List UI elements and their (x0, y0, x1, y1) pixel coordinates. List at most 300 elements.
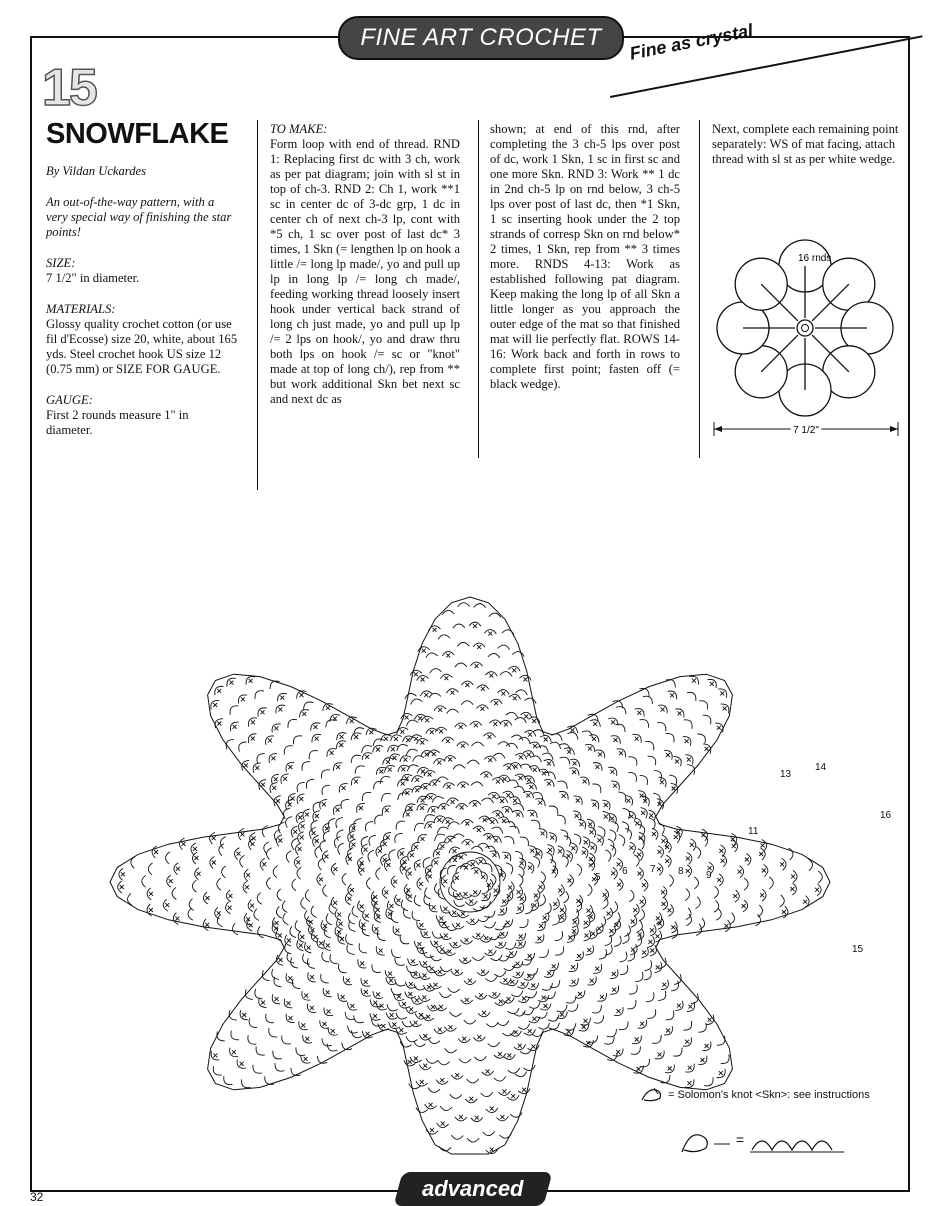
chart-knot (437, 827, 448, 833)
chart-knot (419, 996, 431, 1002)
chart-knot (337, 830, 344, 841)
chart-round-label: 11 (748, 826, 759, 837)
chart-knot (283, 913, 288, 925)
chart-sc-mark (656, 965, 660, 969)
chart-sc-mark (666, 1029, 670, 1033)
chart-sc-mark (500, 909, 504, 913)
chart-sc-mark (390, 1013, 394, 1017)
chart-knot (429, 693, 441, 698)
chart-sc-mark (182, 842, 186, 846)
chart-knot (640, 775, 648, 785)
chart-sc-mark (473, 803, 477, 807)
chart-sc-mark (271, 756, 275, 760)
chart-knot (406, 749, 417, 755)
chart-knot (309, 925, 315, 936)
chart-knot (514, 786, 525, 792)
chart-knot (410, 735, 422, 741)
chart-sc-mark (322, 802, 326, 806)
chart-sc-mark (490, 820, 494, 824)
chart-round-label: 5 (595, 872, 601, 883)
chart-sc-mark (149, 892, 153, 896)
chart-knot (624, 925, 630, 936)
chart-sc-mark (213, 703, 217, 707)
chart-sc-mark (762, 869, 766, 873)
chart-sc-mark (197, 872, 201, 876)
chart-knot (309, 751, 318, 760)
chart-sc-mark (415, 778, 419, 782)
chart-knot (518, 1024, 530, 1030)
chart-sc-mark (488, 632, 492, 636)
chart-sc-mark (444, 907, 448, 911)
chart-sc-mark (342, 786, 346, 790)
chart-knot (406, 1036, 418, 1042)
chart-sc-mark (464, 866, 468, 870)
chart-knot (404, 1060, 416, 1065)
chart-sc-mark (490, 1148, 494, 1152)
chart-sc-mark (400, 730, 404, 734)
chart-sc-mark (507, 1053, 511, 1057)
chart-sc-mark (507, 894, 511, 898)
chart-sc-mark (511, 1094, 515, 1098)
chart-knot (654, 770, 662, 780)
chart-sc-mark (350, 835, 354, 839)
chart-sc-mark (336, 808, 340, 812)
chart-knot (525, 698, 537, 703)
chart-sc-mark (450, 691, 454, 695)
chart-sc-mark (583, 779, 587, 783)
chart-sc-mark (548, 848, 552, 852)
difficulty-badge (393, 1172, 552, 1206)
chart-knot (631, 916, 637, 928)
chart-sc-mark (607, 912, 611, 916)
chart-sc-mark (414, 672, 418, 676)
chart-sc-mark (520, 897, 524, 901)
chart-sc-mark (717, 878, 721, 882)
chart-knot (148, 863, 152, 875)
chart-sc-mark (428, 824, 432, 828)
chart-sc-mark (149, 908, 153, 912)
chart-knot (366, 878, 370, 890)
chart-knot (421, 750, 433, 756)
chart-sc-mark (575, 814, 579, 818)
chart-sc-mark (241, 697, 245, 701)
chart-sc-mark (503, 777, 507, 781)
chart-knot (172, 888, 176, 900)
chart-knot (451, 1135, 463, 1139)
chart-knot (188, 908, 193, 920)
chart-outline (110, 597, 830, 1154)
chart-knot (704, 1077, 713, 1086)
chart-sc-mark (420, 1080, 424, 1084)
chart-sc-mark (120, 885, 124, 889)
chart-knot (262, 826, 268, 838)
chart-sc-mark (326, 706, 330, 710)
chart-sc-mark (414, 737, 418, 741)
chart-sc-mark (502, 1089, 506, 1093)
chart-knot (424, 770, 436, 776)
chart-knot (464, 1020, 476, 1024)
chart-sc-mark (656, 934, 660, 938)
chart-sc-mark (436, 851, 440, 855)
chart-knot (483, 1131, 495, 1135)
chart-sc-mark (433, 628, 437, 632)
chart-sc-mark (304, 1057, 308, 1061)
chart-round-label: 6 (622, 866, 628, 877)
chart-sc-mark (402, 1002, 406, 1006)
chart-sc-mark (319, 941, 323, 945)
chart-knot (571, 843, 577, 854)
chart-sc-mark (560, 908, 564, 912)
chart-sc-mark (475, 664, 479, 668)
chart-sc-mark (249, 679, 253, 683)
chart-knot (229, 1010, 237, 1020)
chart-sc-mark (572, 980, 576, 984)
chart-knot (381, 854, 387, 865)
chart-knot (414, 1041, 426, 1046)
chart-knot (339, 964, 347, 973)
chart-sc-mark (585, 934, 589, 938)
chart-sc-mark (279, 958, 283, 962)
chart-sc-mark (452, 911, 456, 915)
chart-knot (323, 831, 329, 842)
chart-sc-mark (315, 737, 319, 741)
chart-knot (406, 1007, 417, 1013)
chart-sc-mark (381, 1024, 385, 1028)
chart-sc-mark (662, 902, 666, 906)
chart-knot (363, 910, 369, 921)
chart-knot (662, 835, 668, 847)
chart-knot (439, 992, 451, 997)
chart-sc-mark (493, 853, 497, 857)
chart-sc-mark (479, 993, 483, 997)
chart-knot (658, 823, 664, 834)
chart-sc-mark (428, 773, 432, 777)
chart-knot (513, 972, 524, 978)
chart-sc-mark (573, 761, 577, 765)
instructions-text-1: Form loop with end of thread. RND 1: Replacing first dc with 3 ch, work as per pat diagram; join with sl st in top of ch-3. RND 2: Ch 1, work **1 sc in center dc of 3-dc grp, 1 dc in center ch of next ch-3 lp, cont with *5 ch, 1 sc over post of last dc* 3 times, 1 Skn (= lengthen lp on hook a little /= long lp made/, yo and pull up lp in long lp /= long ch made/, feeding working thread loosely insert hook under vertical back strand of long ch just made, yo and pull up lp /= 2 lps on hook/, yo and draw thru both lps on hook /= sc or "knot" made at top of long ch/), rep from ** but work additional Skn bet next sc and next dc as (270, 137, 460, 406)
equals-sign: = (735, 1131, 745, 1148)
chart-knot (306, 779, 314, 789)
chart-sc-mark (558, 849, 562, 853)
chart-sc-mark (533, 903, 537, 907)
chart-sc-mark (738, 870, 742, 874)
chart-knot (286, 851, 291, 863)
chart-sc-mark (415, 998, 419, 1002)
chart-knot (472, 956, 484, 961)
chart-sc-mark (720, 691, 724, 695)
chart-sc-mark (275, 997, 279, 1001)
chart-knot (612, 902, 617, 914)
chart-knot (396, 821, 405, 830)
chart-knot (414, 895, 420, 906)
chart-sc-mark (498, 1052, 502, 1056)
chart-knot (288, 719, 297, 727)
chart-knot (391, 735, 402, 741)
chart-sc-mark (374, 901, 378, 905)
chart-sc-mark (394, 737, 398, 741)
chart-sc-mark (708, 1018, 712, 1022)
chart-sc-mark (437, 818, 441, 822)
chart-knot (780, 895, 784, 907)
chart-sc-mark (310, 1006, 314, 1010)
chart-knot (401, 900, 408, 911)
chart-knot (549, 1023, 560, 1030)
chart-knot (529, 742, 540, 748)
chart-sc-mark (465, 683, 469, 687)
chart-sc-mark (487, 836, 491, 840)
chart-knot (714, 900, 719, 912)
chart-knot (499, 817, 510, 823)
chart-knot (217, 878, 221, 890)
chart-sc-mark (423, 974, 427, 978)
chart-sc-mark (550, 836, 554, 840)
chart-sc-mark (217, 689, 221, 693)
chart-sc-mark (670, 693, 674, 697)
chart-sc-mark (614, 738, 618, 742)
chart-knot (429, 780, 441, 786)
chart-knot (540, 735, 551, 741)
chart-sc-mark (414, 1021, 418, 1025)
chart-sc-mark (588, 822, 592, 826)
chart-sc-mark (365, 755, 369, 759)
chart-sc-mark (339, 922, 343, 926)
chart-sc-mark (552, 964, 556, 968)
gauge-text: First 2 rounds measure 1" in diameter. (46, 408, 189, 437)
chart-knot (629, 985, 637, 994)
chart-sc-mark (376, 992, 380, 996)
chart-knot (298, 832, 304, 843)
materials-heading: MATERIALS: (46, 302, 116, 316)
chart-sc-mark (354, 735, 358, 739)
chart-knot (409, 1083, 421, 1088)
chart-knot (438, 803, 450, 809)
chart-knot (347, 945, 355, 955)
chart-sc-mark (323, 1022, 327, 1026)
chart-sc-mark (261, 783, 265, 787)
chart-knot (619, 835, 625, 846)
chart-sc-mark (642, 883, 646, 887)
chart-sc-mark (791, 874, 795, 878)
chart-sc-mark (169, 879, 173, 883)
chart-sc-mark (401, 782, 405, 786)
chart-sc-mark (582, 1025, 586, 1029)
chart-sc-mark (631, 920, 635, 924)
chart-knot (326, 914, 332, 925)
chart-knot (546, 852, 552, 863)
chart-knot (365, 822, 373, 832)
chart-knot (458, 603, 470, 607)
chart-sc-mark (528, 866, 532, 870)
chart-knot (563, 891, 568, 903)
chart-knot (568, 1004, 578, 1011)
chart-sc-mark (688, 1005, 692, 1009)
chart-sc-mark (493, 992, 497, 996)
chart-sc-mark (228, 894, 232, 898)
chart-sc-mark (287, 939, 291, 943)
chart-sc-mark (365, 914, 369, 918)
chart-knot (597, 835, 603, 846)
chart-sc-mark (441, 844, 445, 848)
chart-sc-mark (532, 1017, 536, 1021)
intro-text: An out-of-the-way pattern, with a very special way of finishing the star points! (46, 195, 232, 239)
chart-sc-mark (399, 1028, 403, 1032)
chart-knot (635, 972, 643, 982)
chart-knot (769, 877, 773, 889)
chart-sc-mark (470, 919, 474, 923)
chart-sc-mark (401, 767, 405, 771)
chart-sc-mark (275, 921, 279, 925)
chart-knot (590, 928, 597, 939)
chart-knot (599, 949, 607, 959)
chart-knot (631, 1046, 641, 1054)
chart-sc-mark (705, 1044, 709, 1048)
chart-knot (505, 822, 515, 829)
chart-knot (672, 922, 678, 934)
chart-knot (453, 765, 465, 769)
chart-knot (428, 1088, 440, 1093)
chart-sc-mark (560, 1013, 564, 1017)
chart-knot (628, 757, 637, 766)
chart-knot (471, 846, 483, 851)
column-divider (257, 120, 258, 490)
size-text: 7 1/2" in diameter. (46, 271, 140, 285)
chart-sc-mark (815, 888, 819, 892)
chart-knot (545, 992, 555, 999)
chart-sc-mark (391, 747, 395, 751)
chart-sc-mark (479, 860, 483, 864)
chart-sc-mark (759, 852, 763, 856)
chart-sc-mark (501, 692, 505, 696)
chart-sc-mark (553, 902, 557, 906)
chart-sc-mark (388, 768, 392, 772)
chart-sc-mark (484, 774, 488, 778)
chart-sc-mark (305, 812, 309, 816)
chart-knot (273, 866, 277, 878)
chart-knot (647, 1009, 655, 1018)
chart-knot (555, 931, 563, 941)
chart-sc-mark (484, 894, 488, 898)
chart-sc-mark (430, 967, 434, 971)
chart-knot (395, 833, 403, 843)
chart-knot (395, 895, 401, 906)
chart-knot (292, 838, 298, 850)
chart-knot (430, 955, 441, 961)
chart-sc-mark (481, 970, 485, 974)
gauge-heading: GAUGE: (46, 393, 93, 407)
chart-sc-mark (455, 876, 459, 880)
chart-sc-mark (464, 892, 468, 896)
chart-sc-mark (278, 839, 282, 843)
chart-knot (583, 837, 589, 848)
chart-knot (338, 843, 344, 854)
chart-knot (368, 850, 374, 861)
chart-sc-mark (687, 758, 691, 762)
chart-sc-mark (595, 967, 599, 971)
chart-sc-mark (496, 780, 500, 784)
chart-sc-mark (675, 759, 679, 763)
chart-sc-mark (528, 733, 532, 737)
chart-knot (349, 921, 356, 932)
chart-knot (450, 1094, 462, 1098)
chart-knot (506, 743, 518, 748)
chart-knot (400, 756, 411, 762)
chart-knot (324, 927, 331, 938)
instructions-column-3 (712, 122, 904, 167)
chart-sc-mark (562, 794, 566, 798)
chart-sc-mark (383, 858, 387, 862)
chart-sc-mark (397, 898, 401, 902)
chart-knot (537, 746, 548, 752)
chart-sc-mark (350, 888, 354, 892)
chart-knot (620, 965, 628, 975)
chart-sc-mark (366, 1032, 370, 1036)
schematic-rounds-label: 16 rnds (798, 253, 832, 264)
chart-knot (630, 842, 636, 854)
chart-sc-mark (661, 890, 665, 894)
chart-sc-mark (278, 707, 282, 711)
chart-knot (467, 760, 479, 764)
chart-sc-mark (420, 741, 424, 745)
chart-knot (449, 910, 460, 916)
chart-knot (354, 1015, 364, 1022)
chart-sc-mark (474, 870, 478, 874)
instructions-text-2: shown; at end of this rnd, after completing the 3 ch-5 lps over post of dc, work 1 Skn, 1 sc in first sc and one more Skn. RND 3: Work ** 1 dc in 2nd ch-5 lp on rnd below, 3 ch-5 lps over post of last dc, then *1 Skn, 1 sc inserting hook under the 2 top strands of corresp Skn on rnd below* 2 times, 1 Skn, rep from ** 3 times more. RNDS 4-13: Work as established following pat diagram. Keep making the long lp of all Skn a little longer as you approach the outer edge of the mat so that finished mat will lie perfectly flat. ROWS 14-16: Work back and forth in rows to complete first point; fasten off (= black wedge). (490, 122, 680, 391)
chart-knot (696, 847, 701, 859)
chart-knot (560, 757, 570, 764)
chart-sc-mark (432, 905, 436, 909)
chart-knot (376, 868, 381, 880)
chart-sc-mark (430, 1128, 434, 1132)
chart-knot (413, 756, 424, 762)
chart-sc-mark (301, 1023, 305, 1027)
knot-loop-icon (680, 1126, 732, 1156)
chart-knot (482, 884, 489, 894)
chart-knot (369, 835, 376, 846)
chart-knot (655, 931, 661, 942)
chart-sc-mark (442, 806, 446, 810)
chart-sc-mark (600, 995, 604, 999)
chart-sc-mark (261, 710, 265, 714)
chart-knot (550, 742, 561, 749)
chart-sc-mark (229, 681, 233, 685)
chart-knot (636, 921, 642, 932)
legend (640, 1086, 870, 1104)
chart-knot (542, 753, 553, 760)
chart-sc-mark (568, 879, 572, 883)
chart-sc-mark (692, 679, 696, 683)
chart-sc-mark (489, 674, 493, 678)
chart-knot (374, 781, 384, 789)
chart-sc-mark (461, 744, 465, 748)
chart-sc-mark (421, 678, 425, 682)
chart-knot (378, 931, 386, 941)
chart-knot (630, 944, 637, 955)
chart-sc-mark (500, 1115, 504, 1119)
chart-knot (560, 830, 567, 840)
chart-sc-mark (228, 906, 232, 910)
chart-sc-mark (409, 982, 413, 986)
chart-knot (415, 823, 425, 831)
chart-knot (419, 973, 430, 979)
chart-sc-mark (519, 755, 523, 759)
chart-knot (685, 889, 689, 901)
chart-knot (282, 901, 287, 913)
chart-sc-mark (666, 753, 670, 757)
chart-knot (432, 931, 443, 938)
chart-knot (336, 818, 343, 828)
chart-knot (629, 890, 634, 902)
chart-sc-mark (261, 1001, 265, 1005)
